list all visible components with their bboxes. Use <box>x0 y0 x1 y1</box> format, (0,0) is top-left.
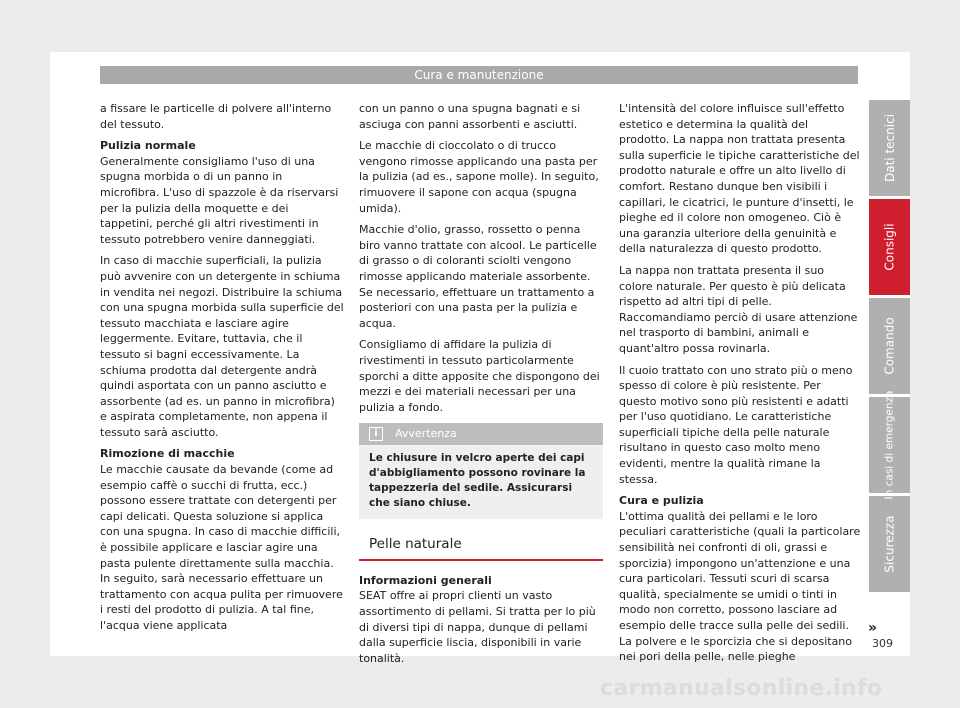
paragraph: La nappa non trattata presenta il suo colore naturale. Per questo è più delicata rispetto ad altri tipi di pelle. Raccomandiamo perciò di usare attenzione nel trasporto di bambini, animali e quant'altro possa rovinarla. <box>619 263 858 355</box>
warning-box <box>359 423 603 519</box>
paragraph: a fissare le particelle di polvere all'interno del tessuto. <box>100 102 332 131</box>
paragraph: L'intensità del colore influisce sull'effetto estetico e determina la qualità del prodotto. La nappa non trattata presenta sulla superficie le tipiche caratteristiche del prodotto naturale e offre un alto livello di comfort. Restano dunque ben visibili i capillari, le cicatrici, le punture d'insetti, le pieghe ed il colore non omogeneo. Ciò è una garanzia ulteriore della genuinità e della naturalezza di questo prodotto. <box>619 102 860 256</box>
tab-consigli[interactable]: Consigli <box>869 199 910 295</box>
paragraph: Generalmente consigliamo l'uso di una spugna morbida o di un panno in microfibra. L'uso di spazzole è da riservarsi per la pulizia della moquette e dei tappetini, perché gli altri rivestimenti in tessuto potrebbero venire danneggiati. <box>100 154 339 246</box>
paragraph: Il cuoio trattato con uno strato più o meno spesso di colore è più resistente. Per questo motivo sono più resistenti e adatti per l'uso quotidiano. Le caratteristiche superficiali tipiche della pelle naturale risultano in questo caso molto meno evidenti, mentre la qualità rimane la stessa. <box>619 363 853 486</box>
chapter-tabs <box>869 100 910 595</box>
column-3 <box>619 101 861 671</box>
section-title-pelle-naturale: Pelle naturale <box>359 531 603 561</box>
tab-dati-tecnici[interactable]: Dati tecnici <box>869 100 910 196</box>
warning-header <box>359 423 603 445</box>
subheading-cura-pulizia: Cura e pulizia <box>619 494 704 508</box>
page-number: 309 <box>872 637 893 650</box>
paragraph: Le macchie di cioccolato o di trucco vengono rimosse applicando una pasta per la pulizia (ad es., sapone molle). In seguito, rimuovere il sapone con acqua (spugna umida). <box>359 139 599 215</box>
tab-emergenza[interactable]: In casi di emergenza <box>869 397 910 493</box>
paragraph: L'ottima qualità dei pellami e le loro peculiari caratteristiche (quali la particolare sensibilità nei confronti di oli, grassi e sporcizia) impongono un'attenzione e una cura particolari. Tessuti scuri di scarsa qualità, specialmente se umidi o tinti in modo non corretto, possono lasciare ad esempio delle tracce sulla pelle dei sedili. La polvere e le sporcizia che si depositano nei pori della pelle, nelle pieghe <box>619 509 861 664</box>
paragraph: Macchie d'olio, grasso, rossetto o penna biro vanno trattate con alcool. Le particelle di grasso o di coloranti sciolti vengono rimosse applicando materiale assorbente. Se necessario, effettuare un trattamento a posteriori con una pasta per la pulizia e acqua. <box>359 223 597 330</box>
info-icon: i <box>369 427 383 441</box>
tab-comando[interactable]: Comando <box>869 298 910 394</box>
subheading-pulizia-normale: Pulizia normale <box>100 139 196 153</box>
continue-arrow-icon: » <box>868 620 878 636</box>
paragraph: In caso di macchie superficiali, la pulizia può avvenire con un detergente in schiuma in vendita nei negozi. Distribuire la schiuma con una spugna morbida sulla superficie del tessuto macchiata e lasciare agire leggermente. Evitare, tuttavia, che il tessuto si bagni eccessivamente. La schiuma prodotta dal detergente andrà quindi asportata con un panno asciutto e assorbente (ad es. un panno in microfibra) e aspirata completamente, non appena il tessuto sarà asciutto. <box>100 254 344 439</box>
column-1 <box>100 101 344 640</box>
warning-text: Le chiusure in velcro aperte dei capi d'abbigliamento possono rovinare la tappezzeria del sedile. Assicurarsi che siano chiuse. <box>369 452 586 510</box>
watermark: carmanualsonline.info <box>600 676 883 701</box>
page-header: Cura e manutenzione <box>100 66 858 84</box>
tab-sicurezza[interactable]: Sicurezza <box>869 496 910 592</box>
paragraph: con un panno o una spugna bagnati e si asciuga con panni assorbenti e asciutti. <box>359 102 581 131</box>
paragraph: SEAT offre ai propri clienti un vasto assortimento di pellami. Si tratta per lo più di diversi tipi di nappa, dunque di pellami dalla superficie liscia, disponibili in varie tonalità. <box>359 589 596 665</box>
warning-title: Avvertenza <box>395 427 457 441</box>
column-2 <box>359 101 603 672</box>
subheading-rimozione-macchie: Rimozione di macchie <box>100 447 235 461</box>
paragraph: Le macchie causate da bevande (come ad esempio caffè o succhi di frutta, ecc.) possono essere trattate con detergenti per capi delicati. Questa soluzione si applica con una spugna. In caso di macchie difficili, è possibile applicare e lasciar agire una pasta pulente direttamente sulla macchia. In seguito, sarà necessario effettuare un trattamento con acqua pulita per rimuovere i resti del prodotto di pulizia. A tal fine, l'acqua viene applicata <box>100 463 343 632</box>
paragraph: Consigliamo di affidare la pulizia di rivestimenti in tessuto particolarmente sporchi a ditte apposite che dispongono dei mezzi e dei materiali necessari per una pulizia a fondo. <box>359 338 600 414</box>
subheading-informazioni-generali: Informazioni generali <box>359 573 492 587</box>
